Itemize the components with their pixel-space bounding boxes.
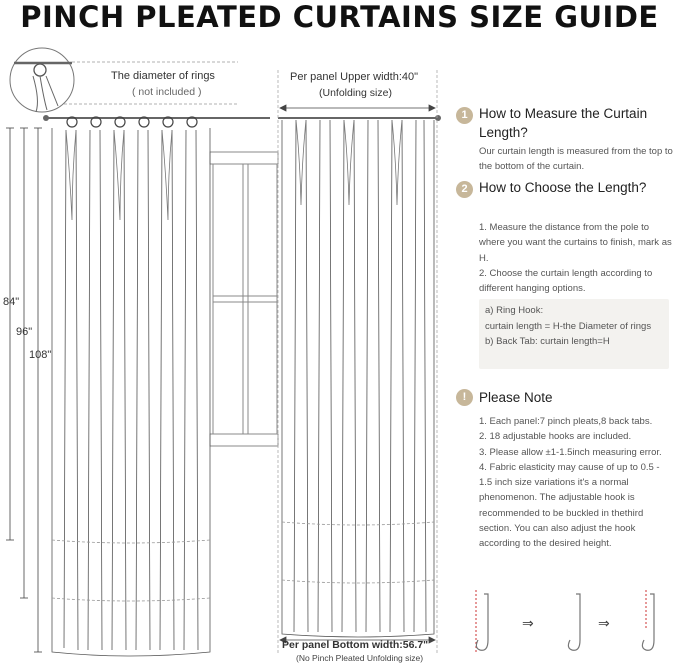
step-body (479, 144, 674, 175)
hanging-options-box (479, 299, 669, 369)
length-dimensions (6, 128, 42, 652)
step-number-badge: ! (456, 389, 473, 406)
upper-width-label: Per panel Upper width:40" (290, 71, 419, 83)
rings-note: ( not included ) (132, 86, 202, 98)
note-item: 4. Fabric elasticity may cause of up to 0.5 - 1.5 inch size variations it's a normal phenomenon. The adjustable hook is recommended to be buckled in thethird section. You can also adjust the hook according to the desired height. (479, 461, 660, 550)
upper-width-note: (Unfolding size) (319, 87, 392, 99)
step-body (479, 414, 674, 552)
option-text: curtain length = H-the Diameter of rings (485, 320, 652, 332)
rings-label: The diameter of rings (111, 70, 215, 82)
length-84: 84" (3, 296, 20, 308)
arrow-icon-1: ⇒ (522, 616, 534, 632)
step-title: How to Choose the Length? (479, 180, 647, 195)
arrow-icon-2: ⇒ (598, 616, 610, 632)
step-body (479, 220, 674, 296)
page-title: PINCH PLEATED CURTAINS SIZE GUIDE (20, 0, 659, 34)
step-number-badge: 1 (456, 107, 473, 124)
step-number-badge: 2 (456, 181, 473, 198)
step-text: 1. Measure the distance from the pole to where you want the curtains to finish, mark as H. (479, 222, 672, 264)
note-item: 1. Each panel:7 pinch pleats,8 back tabs. (479, 416, 653, 427)
bottom-width-label: Per panel Bottom width:56.7" (282, 639, 429, 651)
window-frame (210, 152, 278, 446)
bottom-width-note: (No Pinch Pleated Unfolding size) (296, 653, 424, 663)
note-item: 3. Please allow ±1-1.5inch measuring error. (479, 446, 662, 458)
hook-adjust-diagram (470, 590, 670, 660)
left-curtain-panel (52, 128, 210, 656)
length-96: 96" (16, 326, 33, 338)
option-text: b) Back Tab: curtain length=H (485, 336, 610, 347)
ring-zoom-icon (10, 48, 74, 112)
right-curtain-panel (282, 120, 434, 637)
step-title: How to Measure the Curtain Length? (479, 106, 648, 140)
step-text: Our curtain length is measured from the top to the bottom of the curtain. (479, 146, 673, 173)
length-108: 108" (29, 349, 52, 361)
step-text: 2. Choose the curtain length according to different hanging options. (479, 267, 653, 295)
option-text: a) Ring Hook: (485, 305, 544, 316)
step-title: Please Note (479, 390, 553, 405)
note-item: 2. 18 adjustable hooks are included. (479, 431, 632, 443)
